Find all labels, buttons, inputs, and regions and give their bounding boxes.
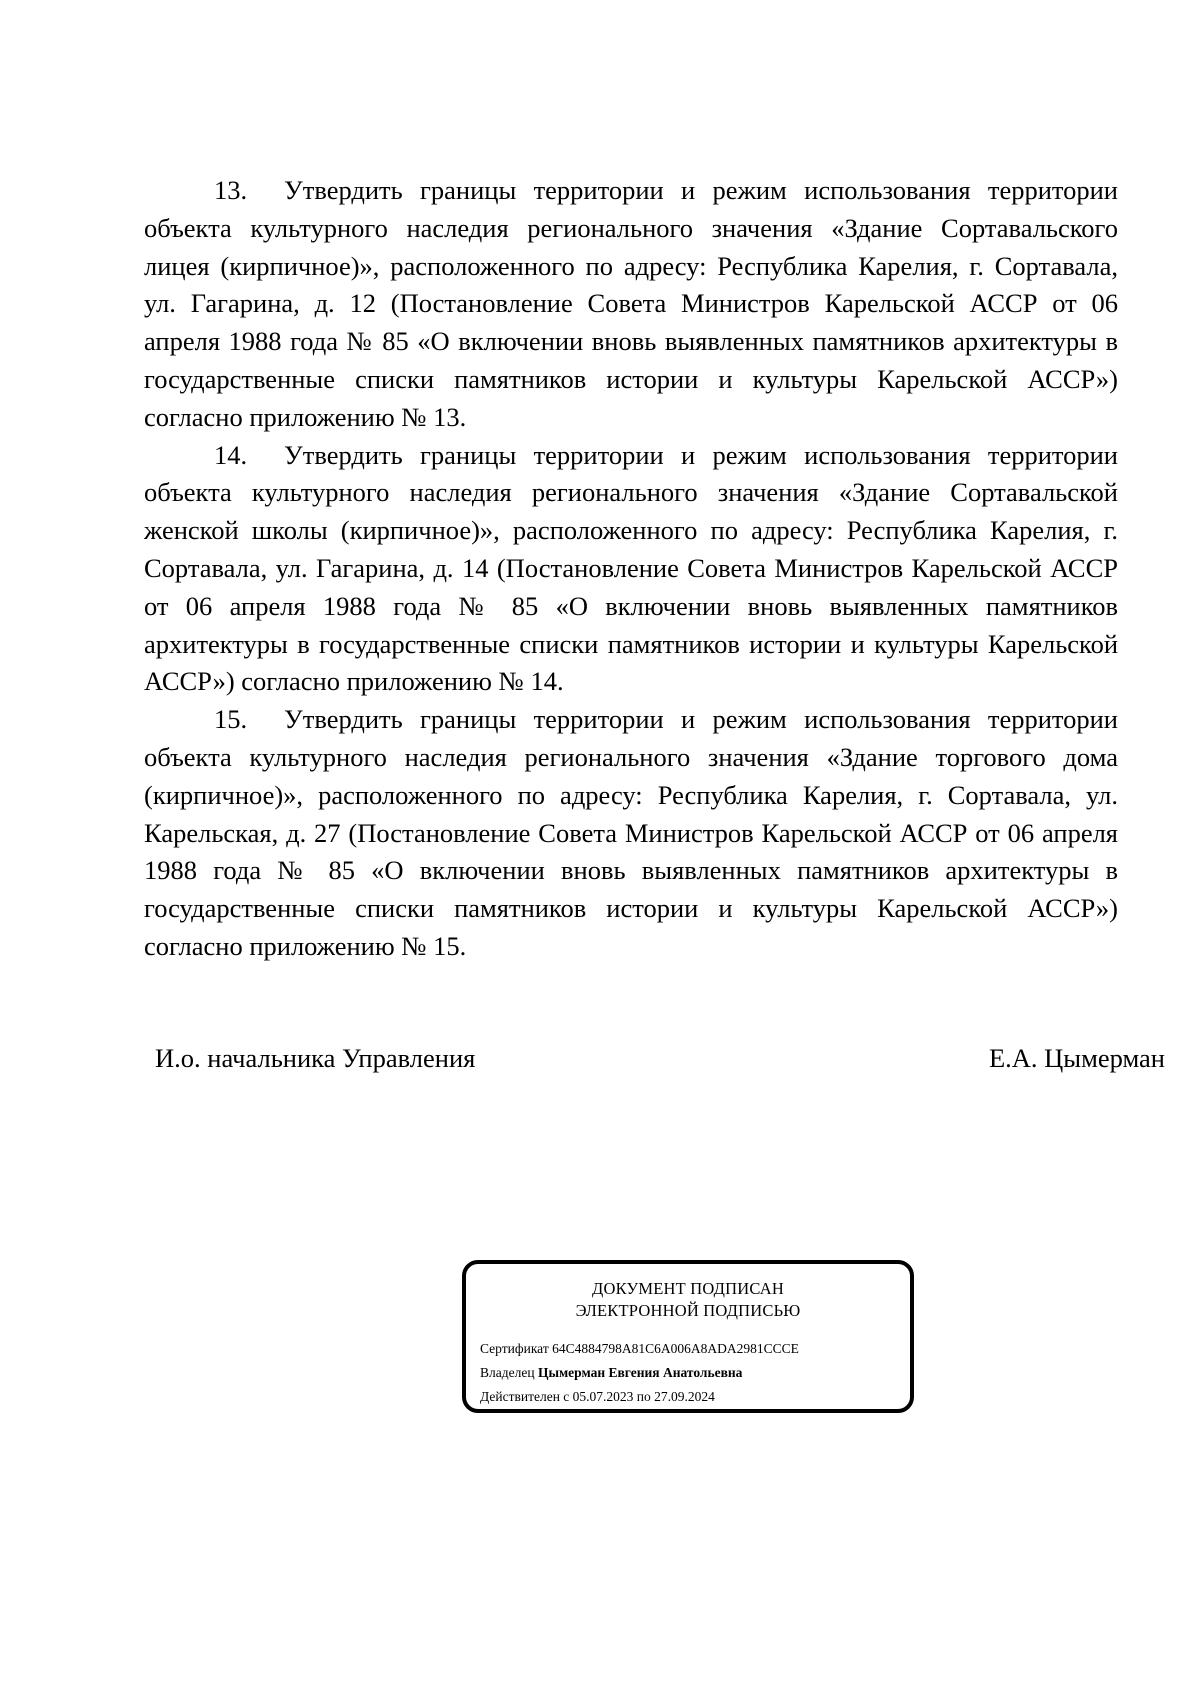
paragraph-13 [144, 172, 1118, 437]
stamp-owner [480, 1364, 742, 1382]
paragraph-number: 14. [214, 439, 248, 470]
stamp-title-line: ДОКУМЕНТ ПОДПИСАН [592, 1279, 784, 1298]
paragraph-text: Утвердить границы территории и режим использования территории объекта культурного наследия регионального значения «Здание Сортавальской женской школы (кирпичное)», расположенного по адресу: Республика Карелия, г. Сортавала, ул. Гагарина, д. 14 (Постановление Совета Министров Карельской АССР от 06 апреля 1988 года № 85 «О включении вновь выявленных памятников архитектуры в государственные списки памятников истории и культуры Карельской АССР») согласно приложению № 14. [144, 439, 1118, 697]
paragraph-text: Утвердить границы территории и режим использования территории объекта культурного наследия регионального значения «Здание Сортавальского лицея (кирпичное)», расположенного по адресу: Республика Карелия, г. Сортавала, ул. Гагарина, д. 12 (Постановление Совета Министров Карельской АССР от 06 апреля 1988 года № 85 «О включении вновь выявленных памятников архитектуры в государственные списки памятников истории и культуры Карельской АССР») согласно приложению № 13. [144, 175, 1118, 432]
electronic-signature-stamp [462, 1260, 914, 1413]
stamp-validity [480, 1388, 715, 1406]
owner-label: Владелец [480, 1365, 535, 1380]
certificate-value: 64C4884798A81C6A006A8ADA2981CCCE [552, 1341, 799, 1356]
valid-to-label: по [636, 1389, 651, 1404]
stamp-title [466, 1278, 910, 1322]
valid-from: 05.07.2023 [572, 1389, 634, 1404]
paragraph-number: 15. [214, 704, 248, 735]
paragraph-14 [144, 437, 1118, 702]
signatory-position: И.о. начальника Управления [155, 1043, 476, 1073]
document-body [144, 172, 1118, 966]
stamp-title-line: ЭЛЕКТРОННОЙ ПОДПИСЬЮ [575, 1301, 801, 1320]
valid-to: 27.09.2024 [654, 1389, 715, 1404]
paragraph-number: 13. [214, 175, 248, 205]
certificate-label: Сертификат [480, 1341, 549, 1356]
paragraph-text: Утвердить границы территории и режим использования территории объекта культурного наследия регионального значения «Здание торгового дома (кирпичное)», расположенного по адресу: Республика Карелия, г. Сортавала, ул. Карельская, д. 27 (Постановление Совета Министров Карельской АССР от 06 апреля 1988 года № 85 «О включении вновь выявленных памятников архитектуры в государственные списки памятников истории и культуры Карельской АССР») согласно приложению № 15. [144, 704, 1118, 961]
valid-label: Действителен с [480, 1389, 570, 1404]
owner-value: Цымерман Евгения Анатольевна [537, 1365, 743, 1380]
paragraph-15 [144, 701, 1118, 966]
signatory-name: Е.А. Цымерман [988, 1043, 1165, 1073]
stamp-certificate [480, 1340, 799, 1358]
